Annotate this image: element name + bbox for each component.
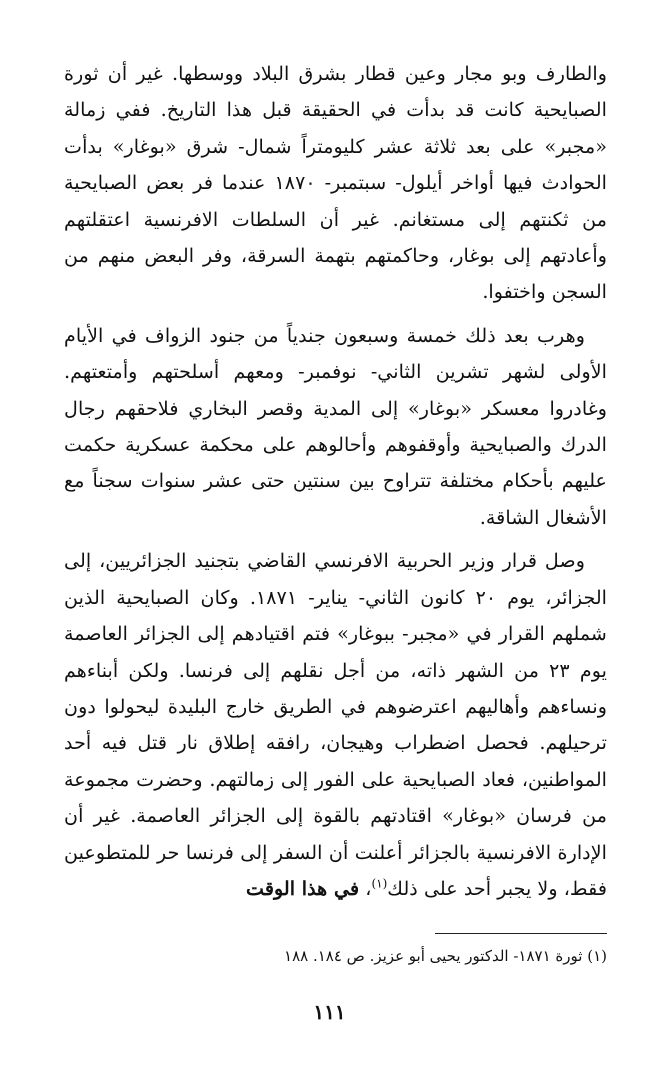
bold-continuation: في هذا الوقت	[246, 876, 360, 900]
main-text	[64, 56, 607, 914]
page-number: ١١١	[313, 1000, 346, 1024]
paragraph-1: والطارف وبو مجار وعين قطار بشرق البلاد ووسطها. غير أن ثورة الصبايحية كانت قد بدأت في الحقيقة قبل هذا التاريخ. ففي زمالة «مجبر» على بعد ثلاثة عشر كليومتراً شمال- شرق «بوغار» بدأت الحوادث فيها أواخر أيلول- سبتمبر- ١٨٧٠ عندما فر بعض الصبايحية من ثكنتهم إلى مستغانم. غير أن السلطات الافرنسية اعتقلتهم وأعادتهم إلى بوغار، وحاكمتهم بتهمة السرقة، وفر البعض منهم من السجن واختفوا.	[64, 62, 607, 304]
paragraph-3-text: وصل قرار وزير الحربية الافرنسي القاضي بتجنيد الجزائريين، إلى الجزائر، يوم ٢٠ كانون الثاني- يناير- ١٨٧١. وكان الصبايحية الذين شملهم القرار في «مجبر- ببوغار» فتم اقتيادهم إلى الجزائر العاصمة يوم ٢٣ من الشهر ذاته، من أجل نقلهم إلى فرنسا. ولكن أبناءهم ونساءهم وأهاليهم اعترضوهم في الطريق خارج البليدة ليحولوا دون ترحيلهم. فحصل اضطراب وهيجان، رافقه إطلاق نار قتل فيه أحد المواطنين، فعاد الصبايحية على الفور إلى زمالتهم. وحضرت مجموعة من فرسان «بوغار» اقتادتهم بالقوة إلى الجزائر العاصمة. غير أن الإدارة الافرنسية بالجزائر أعلنت أن السفر إلى فرنسا حر للمتطوعين فقط، ولا يجبر أحد على ذلك	[64, 549, 608, 900]
footnote-reference: (١)	[371, 876, 388, 891]
footnote: (١) ثورة ١٨٧١- الدكتور يحيى أبو عزيز. ص ١٨٤. ١٨٨	[284, 947, 607, 965]
footnote-divider	[435, 933, 607, 934]
paragraph-2: وهرب بعد ذلك خمسة وسبعون جندياً من جنود الزواف في الأيام الأولى لشهر تشرين الثاني- نوفمبر- ومعهم أسلحتهم وأمتعتهم. وغادروا معسكر «بوغار» إلى المدية وقصر البخاري فلاحقهم رجال الدرك والصبايحية وأوقفوهم وأحالوهم على محكمة عسكرية حكمت عليهم بأحكام مختلفة تتراوح بين سنتين حتى عشر سنوات سجناً مع الأشغال الشاقة.	[64, 323, 607, 529]
paragraph-3: وصل قرار وزير الحربية الافرنسي القاضي بتجنيد الجزائريين، إلى الجزائر، يوم ٢٠ كانون الثاني- يناير- ١٨٧١. وكان الصبايحية الذين شملهم القرار في «مجبر- ببوغار» فتم اقتيادهم إلى الجزائر العاصمة يوم ٢٣ من الشهر ذاته، من أجل نقلهم إلى فرنسا. ولكن أبناءهم ونساءهم وأهاليهم اعترضوهم في الطريق خارج البليدة ليحولوا دون ترحيلهم. فحصل اضطراب وهيجان، رافقه إطلاق نار قتل فيه أحد المواطنين، فعاد الصبايحية على الفور إلى زمالتهم. وحضرت مجموعة من فرسان «بوغار» اقتادتهم بالقوة إلى الجزائر العاصمة. غير أن الإدارة الافرنسية بالجزائر أعلنت أن السفر إلى فرنسا حر للمتطوعين فقط، ولا يجبر أحد على ذلك$^{(١)}$، في هذا الوقت	[64, 549, 608, 900]
